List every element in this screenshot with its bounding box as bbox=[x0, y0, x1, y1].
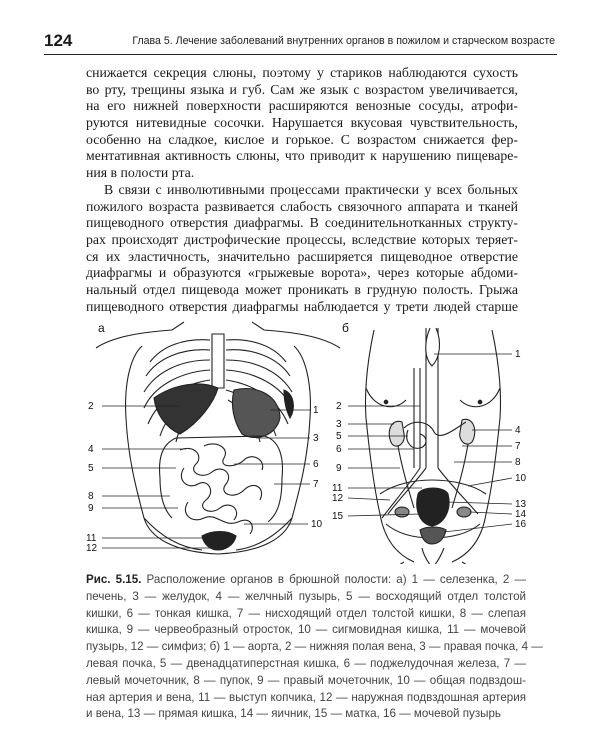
text-line: В связи с инволютивными процессами практически у всех больных bbox=[104, 181, 518, 197]
text-line: во рту, трещины языка и губ. Сам же язык с возрастом увеличивается, bbox=[86, 81, 518, 97]
caption-line: кишки, 6 — тонкая кишка, 7 — нисходящий отдел толстой кишки, 8 — слепая bbox=[86, 606, 526, 620]
label-b-1: 1 bbox=[515, 349, 521, 360]
panel-a-numbers bbox=[86, 401, 323, 554]
label-a-5: 5 bbox=[88, 463, 94, 474]
text-line: пищеводного отверстия диафрагмы. В соединительнотканных структу- bbox=[86, 215, 518, 231]
panel-b-label: б bbox=[342, 321, 349, 335]
text-line: ния в полости рта. bbox=[86, 165, 195, 181]
label-b-14: 14 bbox=[515, 509, 527, 520]
text-line: диафрагмы и образуются «грыжевые ворота», через которые абдоми- bbox=[86, 265, 518, 281]
label-b-8: 8 bbox=[515, 457, 521, 468]
label-b-9: 9 bbox=[336, 463, 342, 474]
label-b-16: 16 bbox=[515, 519, 527, 530]
label-a-7: 7 bbox=[313, 479, 319, 490]
label-b-11: 11 bbox=[332, 483, 343, 494]
anatomy-figure bbox=[84, 318, 536, 564]
label-a-2: 2 bbox=[88, 401, 94, 412]
label-a-4: 4 bbox=[88, 444, 94, 455]
label-a-3: 3 bbox=[313, 433, 319, 444]
caption-line: печень, 3 — желудок, 4 — желчный пузырь, 5 — восходящий отдел толстой bbox=[86, 589, 526, 603]
label-a-11: 11 bbox=[86, 533, 97, 544]
caption-label: Рис. 5.15. bbox=[86, 573, 142, 586]
label-b-12: 12 bbox=[332, 493, 344, 504]
text-line: снижается секреция слюны, поэтому у стариков наблюдаются сухость bbox=[86, 65, 518, 80]
label-b-4: 4 bbox=[515, 425, 521, 436]
page-number: 124 bbox=[44, 31, 73, 50]
label-a-6: 6 bbox=[313, 459, 319, 470]
label-b-13: 13 bbox=[515, 499, 527, 510]
text-line: ся их эластичность, значительно расширяется пищеводное отверстие bbox=[86, 248, 518, 264]
panel-a-label: а bbox=[98, 321, 105, 335]
label-b-15: 15 bbox=[332, 511, 344, 522]
text-line: ментативная активность слюны, что приводит к нарушению пищеваре- bbox=[86, 148, 518, 164]
caption-line: левая почка, 5 — двенадцатиперстная кишка, 6 — поджелудочная железа, 7 — bbox=[86, 656, 526, 670]
panel-a-leaders bbox=[102, 406, 310, 548]
label-a-12: 12 bbox=[86, 543, 98, 554]
caption-line: кишка, 9 — червеобразный отросток, 10 — сигмовидная кишка, 11 — мочевой bbox=[86, 623, 526, 637]
text-line: особенно на сладкое, кислое и горькое. С возрастом снижается фер- bbox=[86, 131, 518, 147]
caption-first-text: Расположение органов в брюшной полости: а) 1 — селезенка, 2 — bbox=[146, 573, 526, 586]
text-line: пищеводного отверстия диафрагмы наблюдается у трети людей старше bbox=[86, 298, 518, 314]
text-line: рах происходят дистрофические процессы, вследствие которых теряет- bbox=[86, 231, 518, 247]
caption-line: ная артерия и вена, 11 — выступ копчика, 12 — наружная подвздошная артерия bbox=[86, 690, 526, 704]
caption-line: и вена, 13 — прямая кишка, 14 — яичник, 15 — матка, 16 — мочевой пузырь bbox=[86, 707, 501, 721]
caption-line: левый мочеточник, 8 — пупок, 9 — правый мочеточник, 10 — общая подвздош- bbox=[86, 673, 526, 687]
label-a-9: 9 bbox=[88, 503, 94, 514]
caption-line bbox=[86, 572, 526, 589]
label-b-6: 6 bbox=[336, 444, 342, 455]
label-b-7: 7 bbox=[515, 441, 521, 452]
label-b-2: 2 bbox=[336, 401, 342, 412]
text-line: руются нитевидные сосочки. Нарушается вкусовая чувствительность, bbox=[86, 115, 518, 131]
body-text bbox=[86, 65, 518, 315]
caption-line: пузырь, 12 — симфиз; б) 1 — аорта, 2 — нижняя полая вена, 3 — правая почка, 4 — bbox=[86, 640, 543, 654]
text-line: на его нижней поверхности расширяются венозные сосуды, атрофи- bbox=[86, 98, 518, 114]
label-b-5: 5 bbox=[336, 431, 342, 442]
running-head: Глава 5. Лечение заболеваний внутренних органов в пожилом и старческом возрасте bbox=[132, 35, 555, 47]
text-line: нальный отдел пищевода может проникать в грудную полость. Грыжа bbox=[86, 281, 518, 297]
page-header bbox=[44, 30, 557, 55]
text-line: пожилого возраста развивается слабость связочного аппарата и тканей bbox=[86, 198, 518, 214]
label-b-10: 10 bbox=[515, 473, 527, 484]
label-b-3: 3 bbox=[336, 419, 342, 430]
label-a-8: 8 bbox=[88, 491, 94, 502]
label-a-10: 10 bbox=[311, 519, 323, 530]
label-a-1: 1 bbox=[313, 405, 319, 416]
figure-caption bbox=[86, 572, 543, 723]
